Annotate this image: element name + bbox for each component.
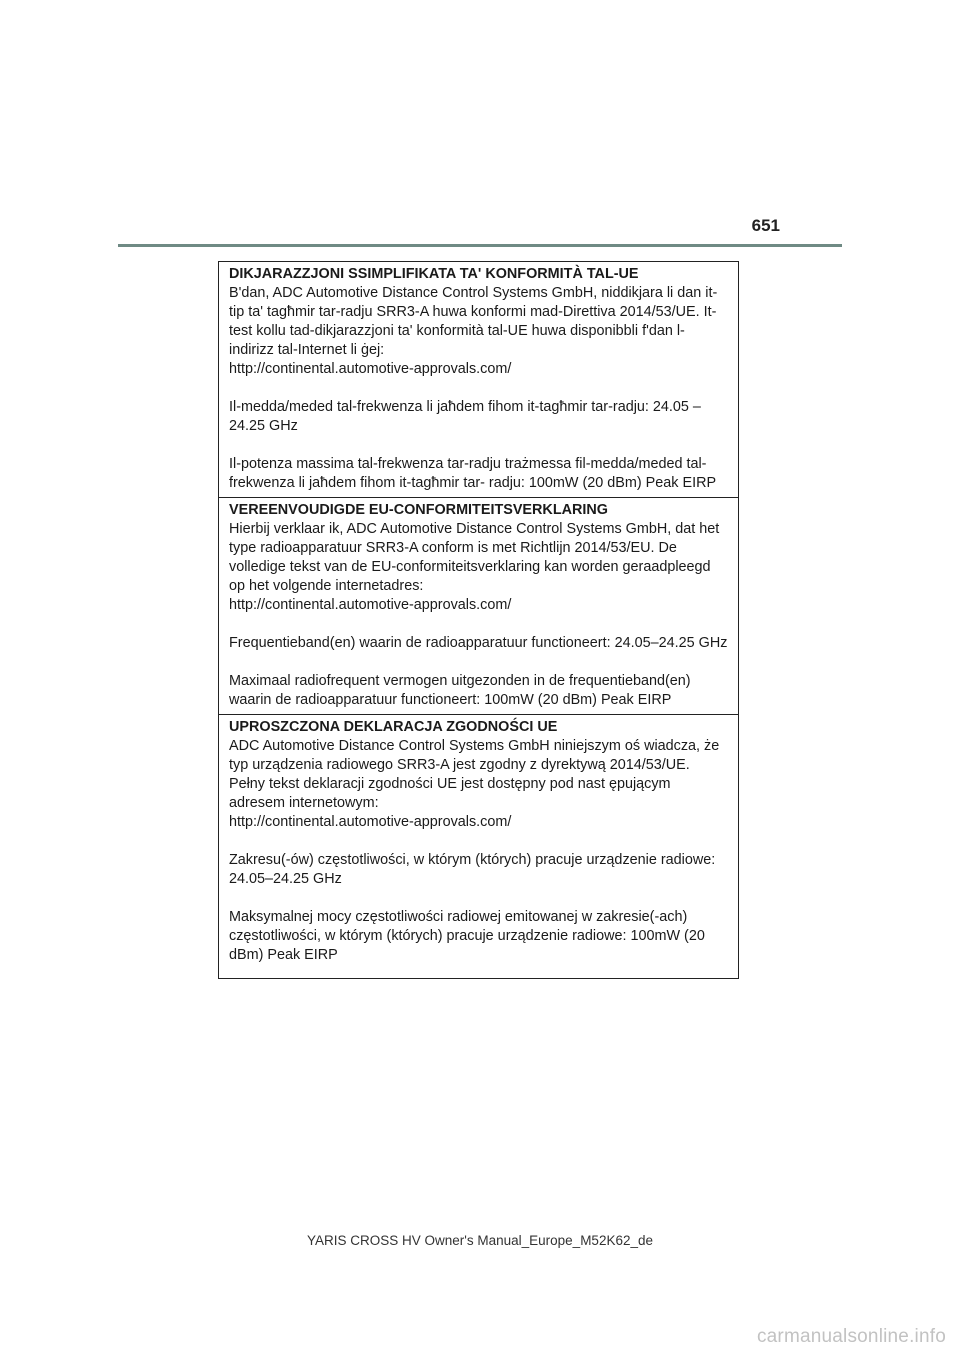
frequency-band-text: Il-medda/meded tal-frekwenza li jaħdem fihom it-tagħmir tar-radju: 24.05 –24.25 GHz <box>229 399 701 434</box>
declaration-url: http://continental.automotive-approvals.com/ <box>229 361 512 377</box>
max-power-text: Maximaal radiofrequent vermogen uitgezonden in de frequentieband(en) waarin de radioapparatuur functioneert: 100mW (20 dBm) Peak EIRP <box>229 673 691 708</box>
declaration-url: http://continental.automotive-approvals.com/ <box>229 597 512 613</box>
declaration-section-polish <box>219 715 738 978</box>
declaration-section-dutch <box>219 498 738 715</box>
declaration-statement: B'dan, ADC Automotive Distance Control Systems GmbH, niddikjara li dan it-tip ta' tagħmir tar-radju SRR3-A huwa konformi mad-Direttiva 2014/53/UE. It-test kollu tad-dikjarazzjoni ta' konformità tal-UE huwa disponibbli f'dan l-indirizz tal-Internet li ġej: <box>229 285 718 358</box>
footer-manual-title: YARIS CROSS HV Owner's Manual_Europe_M52K62_de <box>307 1233 653 1248</box>
watermark-text: carmanualsonline.info <box>756 1326 946 1347</box>
declaration-statement: ADC Automotive Distance Control Systems GmbH niniejszym oś wiadcza, że typ urządzenia radiowego SRR3-A jest zgodny z dyrektywą 2014/53/UE. Pełny tekst deklaracji zgodności UE jest dostępny pod nast ępującym adresem internetowym: <box>229 738 720 811</box>
max-power-text: Maksymalnej mocy częstotliwości radiowej emitowanej w zakresie(-ach) częstotliwości, w którym (których) pracuje urządzenie radiowe: 100mW (20 dBm) Peak EIRP <box>229 909 705 963</box>
declaration-section-maltese <box>219 262 738 498</box>
declarations-box <box>218 261 739 979</box>
declaration-title: UPROSZCZONA DEKLARACJA ZGODNOŚCI UE <box>229 719 558 735</box>
header-rule <box>118 244 842 247</box>
declaration-title: VEREENVOUDIGDE EU-CONFORMITEITSVERKLARING <box>229 502 608 518</box>
frequency-band-text: Frequentieband(en) waarin de radioapparatuur functioneert: 24.05–24.25 GHz <box>229 635 728 651</box>
frequency-band-text: Zakresu(-ów) częstotliwości, w którym (których) pracuje urządzenie radiowe: 24.05–24.25 GHz <box>229 852 716 887</box>
declaration-title: DIKJARAZZJONI SSIMPLIFIKATA TA' KONFORMITÀ TAL-UE <box>229 266 639 282</box>
max-power-text: Il-potenza massima tal-frekwenza tar-radju trażmessa fil-medda/meded tal-frekwenza li jaħdem fihom it-tagħmir tar- radju: 100mW (20 dBm) Peak EIRP <box>229 456 717 491</box>
declaration-url: http://continental.automotive-approvals.com/ <box>229 814 512 830</box>
page-number: 651 <box>751 216 780 235</box>
declaration-statement: Hierbij verklaar ik, ADC Automotive Distance Control Systems GmbH, dat het type radioapparatuur SRR3-A conform is met Richtlijn 2014/53/EU. De volledige tekst van de EU-conformiteitsverklaring kan worden geraadpleegd op het volgende internetadres: <box>229 521 720 594</box>
